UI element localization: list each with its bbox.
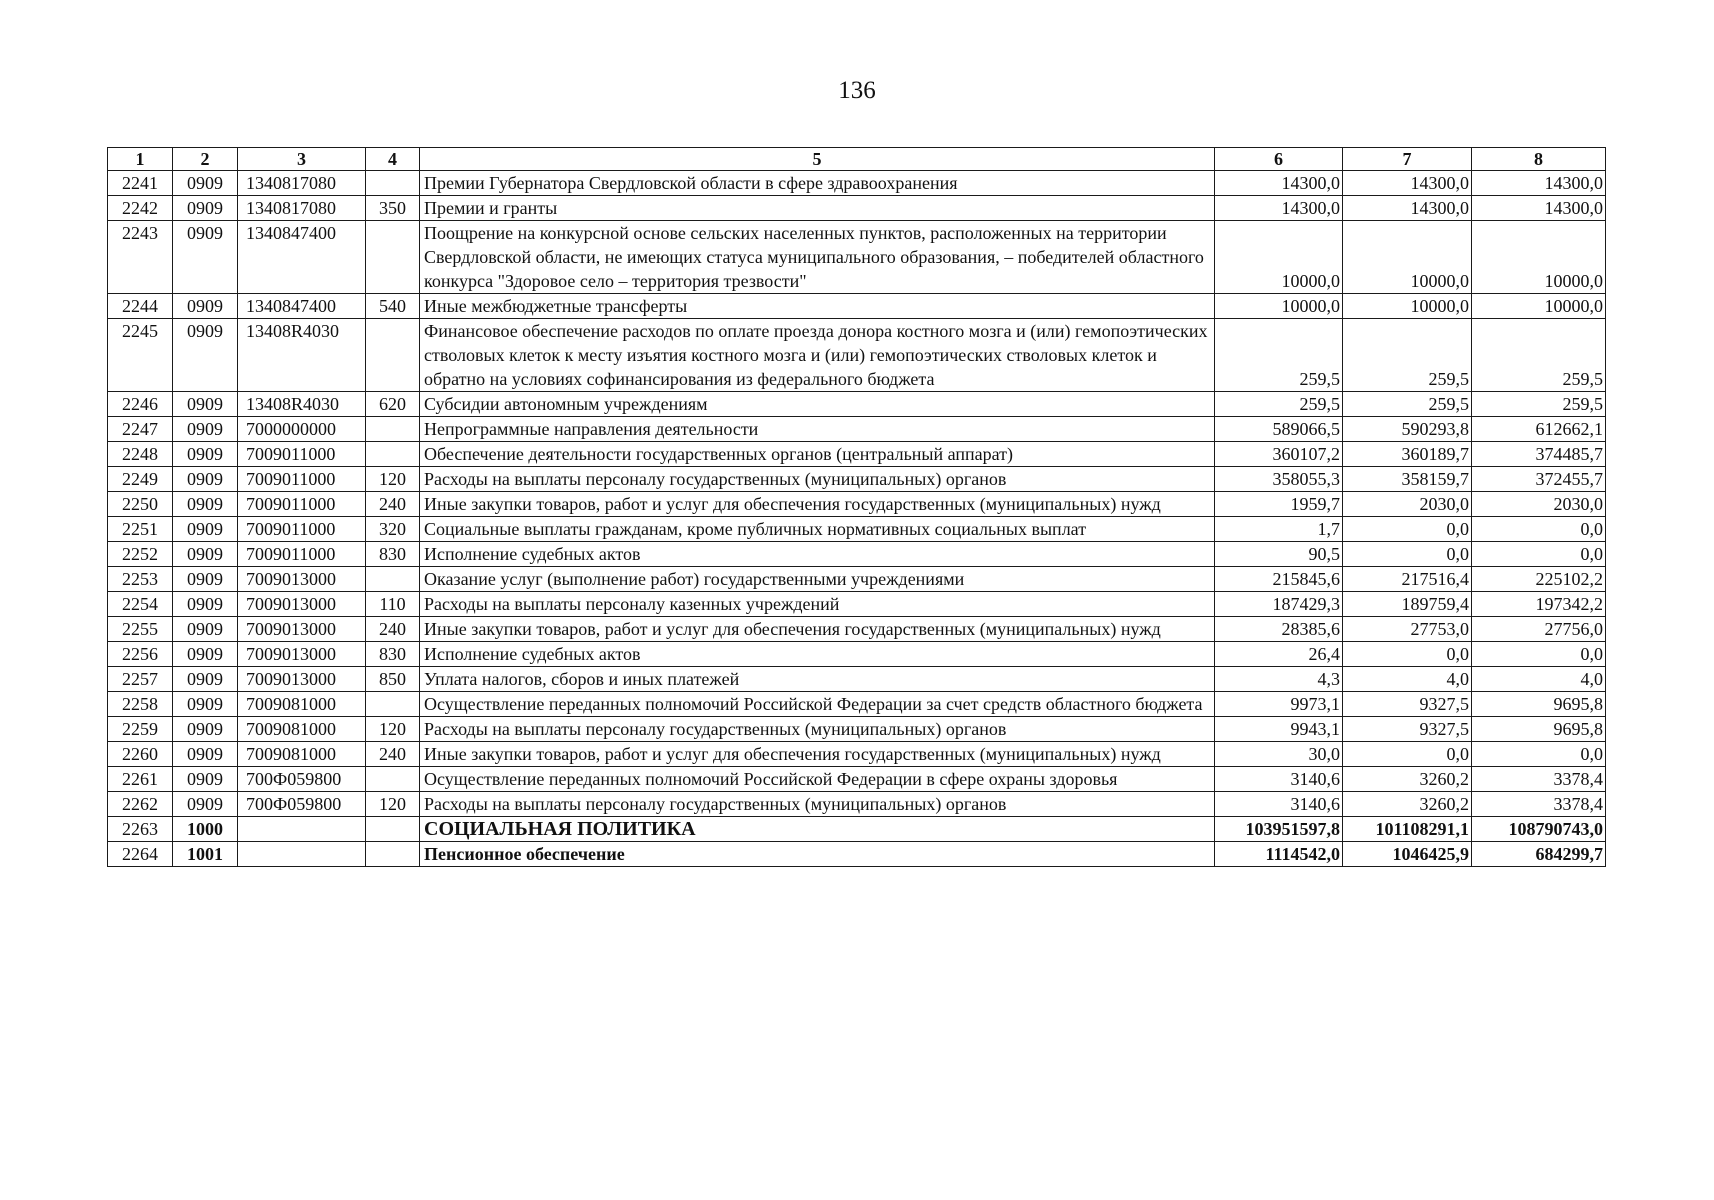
table-row xyxy=(108,592,1606,617)
table-row xyxy=(108,842,1606,867)
item-name: Иные закупки товаров, работ и услуг для обеспечения государственных (муниципальных) нужд xyxy=(420,742,1215,767)
amount-col-6: 10000,0 xyxy=(1215,221,1343,294)
amount-col-8: 259,5 xyxy=(1472,319,1606,392)
row-number: 2256 xyxy=(108,642,173,667)
expense-type-code: 240 xyxy=(366,492,420,517)
table-row xyxy=(108,817,1606,842)
amount-col-8: 9695,8 xyxy=(1472,717,1606,742)
section-code: 0909 xyxy=(173,642,238,667)
expense-type-code: 120 xyxy=(366,467,420,492)
amount-col-7: 14300,0 xyxy=(1343,171,1472,196)
expense-type-code: 350 xyxy=(366,196,420,221)
item-name: Социальные выплаты гражданам, кроме публичных нормативных социальных выплат xyxy=(420,517,1215,542)
section-code: 0909 xyxy=(173,617,238,642)
amount-col-8: 259,5 xyxy=(1472,392,1606,417)
row-number: 2243 xyxy=(108,221,173,294)
amount-col-8: 374485,7 xyxy=(1472,442,1606,467)
amount-col-8: 0,0 xyxy=(1472,517,1606,542)
row-number: 2248 xyxy=(108,442,173,467)
header-col-1: 1 xyxy=(108,148,173,171)
header-col-5: 5 xyxy=(420,148,1215,171)
item-name: Поощрение на конкурсной основе сельских населенных пунктов, расположенных на территории Свердловской области, не имеющих статуса муниципального образования, – победителей областного конкурса "Здоровое село – территория трезвости" xyxy=(420,221,1215,294)
table-row xyxy=(108,542,1606,567)
amount-col-6: 1,7 xyxy=(1215,517,1343,542)
target-article-code: 13408R4030 xyxy=(238,392,366,417)
row-number: 2255 xyxy=(108,617,173,642)
section-code: 0909 xyxy=(173,742,238,767)
header-col-7: 7 xyxy=(1343,148,1472,171)
expense-type-code xyxy=(366,319,420,392)
item-name: Исполнение судебных актов xyxy=(420,642,1215,667)
expense-type-code: 120 xyxy=(366,717,420,742)
expense-type-code: 240 xyxy=(366,617,420,642)
table-row xyxy=(108,692,1606,717)
amount-col-6: 9943,1 xyxy=(1215,717,1343,742)
amount-col-6: 14300,0 xyxy=(1215,171,1343,196)
row-number: 2258 xyxy=(108,692,173,717)
amount-col-6: 90,5 xyxy=(1215,542,1343,567)
amount-col-6: 187429,3 xyxy=(1215,592,1343,617)
row-number: 2242 xyxy=(108,196,173,221)
amount-col-8: 225102,2 xyxy=(1472,567,1606,592)
expense-type-code: 850 xyxy=(366,667,420,692)
amount-col-6: 215845,6 xyxy=(1215,567,1343,592)
amount-col-7: 3260,2 xyxy=(1343,792,1472,817)
row-number: 2245 xyxy=(108,319,173,392)
section-code: 0909 xyxy=(173,517,238,542)
amount-col-8: 0,0 xyxy=(1472,642,1606,667)
expense-type-code: 320 xyxy=(366,517,420,542)
item-name: Обеспечение деятельности государственных органов (центральный аппарат) xyxy=(420,442,1215,467)
amount-col-8: 9695,8 xyxy=(1472,692,1606,717)
item-name: Расходы на выплаты персоналу государственных (муниципальных) органов xyxy=(420,792,1215,817)
target-article-code: 13408R4030 xyxy=(238,319,366,392)
target-article-code: 7009013000 xyxy=(238,667,366,692)
section-code: 0909 xyxy=(173,667,238,692)
row-number: 2250 xyxy=(108,492,173,517)
amount-col-7: 4,0 xyxy=(1343,667,1472,692)
amount-col-8: 14300,0 xyxy=(1472,171,1606,196)
amount-col-7: 0,0 xyxy=(1343,642,1472,667)
header-col-3: 3 xyxy=(238,148,366,171)
table-row xyxy=(108,392,1606,417)
section-code: 0909 xyxy=(173,792,238,817)
amount-col-7: 10000,0 xyxy=(1343,294,1472,319)
row-number: 2263 xyxy=(108,817,173,842)
section-code: 0909 xyxy=(173,392,238,417)
amount-col-6: 259,5 xyxy=(1215,392,1343,417)
amount-col-6: 10000,0 xyxy=(1215,294,1343,319)
budget-table xyxy=(107,147,1606,867)
row-number: 2247 xyxy=(108,417,173,442)
item-name: Оказание услуг (выполнение работ) государственными учреждениями xyxy=(420,567,1215,592)
item-name: Иные межбюджетные трансферты xyxy=(420,294,1215,319)
item-name: Расходы на выплаты персоналу казенных учреждений xyxy=(420,592,1215,617)
amount-col-7: 0,0 xyxy=(1343,542,1472,567)
amount-col-6: 30,0 xyxy=(1215,742,1343,767)
amount-col-7: 101108291,1 xyxy=(1343,817,1472,842)
amount-col-6: 358055,3 xyxy=(1215,467,1343,492)
table-row xyxy=(108,319,1606,392)
row-number: 2260 xyxy=(108,742,173,767)
target-article-code: 700Ф059800 xyxy=(238,792,366,817)
amount-col-7: 259,5 xyxy=(1343,392,1472,417)
table-row xyxy=(108,517,1606,542)
amount-col-7: 2030,0 xyxy=(1343,492,1472,517)
table-row xyxy=(108,617,1606,642)
row-number: 2246 xyxy=(108,392,173,417)
section-code: 0909 xyxy=(173,717,238,742)
target-article-code: 7009081000 xyxy=(238,692,366,717)
section-code: 0909 xyxy=(173,567,238,592)
section-code: 0909 xyxy=(173,196,238,221)
item-name: Осуществление переданных полномочий Российской Федерации в сфере охраны здоровья xyxy=(420,767,1215,792)
section-code: 0909 xyxy=(173,767,238,792)
amount-col-7: 1046425,9 xyxy=(1343,842,1472,867)
row-number: 2252 xyxy=(108,542,173,567)
amount-col-7: 590293,8 xyxy=(1343,417,1472,442)
expense-type-code xyxy=(366,767,420,792)
expense-type-code: 830 xyxy=(366,542,420,567)
table-row xyxy=(108,196,1606,221)
amount-col-8: 612662,1 xyxy=(1472,417,1606,442)
amount-col-8: 108790743,0 xyxy=(1472,817,1606,842)
table-row xyxy=(108,221,1606,294)
expense-type-code xyxy=(366,842,420,867)
page-number: 136 xyxy=(838,77,876,104)
header-col-8: 8 xyxy=(1472,148,1606,171)
amount-col-7: 9327,5 xyxy=(1343,717,1472,742)
amount-col-8: 4,0 xyxy=(1472,667,1606,692)
target-article-code: 7009013000 xyxy=(238,642,366,667)
amount-col-6: 589066,5 xyxy=(1215,417,1343,442)
amount-col-8: 0,0 xyxy=(1472,542,1606,567)
expense-type-code xyxy=(366,417,420,442)
item-name: Субсидии автономным учреждениям xyxy=(420,392,1215,417)
target-article-code: 1340847400 xyxy=(238,294,366,319)
target-article-code: 1340817080 xyxy=(238,171,366,196)
section-code: 1001 xyxy=(173,842,238,867)
amount-col-8: 14300,0 xyxy=(1472,196,1606,221)
item-name: Пенсионное обеспечение xyxy=(420,842,1215,867)
item-name: Расходы на выплаты персоналу государственных (муниципальных) органов xyxy=(420,467,1215,492)
table-row xyxy=(108,442,1606,467)
expense-type-code: 110 xyxy=(366,592,420,617)
amount-col-7: 27753,0 xyxy=(1343,617,1472,642)
target-article-code: 1340817080 xyxy=(238,196,366,221)
expense-type-code xyxy=(366,817,420,842)
amount-col-6: 1114542,0 xyxy=(1215,842,1343,867)
amount-col-7: 0,0 xyxy=(1343,517,1472,542)
expense-type-code xyxy=(366,567,420,592)
table-row xyxy=(108,467,1606,492)
target-article-code: 7009013000 xyxy=(238,617,366,642)
amount-col-8: 3378,4 xyxy=(1472,767,1606,792)
target-article-code: 7009011000 xyxy=(238,492,366,517)
table-row xyxy=(108,567,1606,592)
row-number: 2259 xyxy=(108,717,173,742)
row-number: 2251 xyxy=(108,517,173,542)
amount-col-7: 9327,5 xyxy=(1343,692,1472,717)
amount-col-6: 360107,2 xyxy=(1215,442,1343,467)
amount-col-8: 10000,0 xyxy=(1472,294,1606,319)
section-code: 0909 xyxy=(173,221,238,294)
item-name: Иные закупки товаров, работ и услуг для обеспечения государственных (муниципальных) нужд xyxy=(420,617,1215,642)
amount-col-8: 0,0 xyxy=(1472,742,1606,767)
section-code: 0909 xyxy=(173,442,238,467)
row-number: 2241 xyxy=(108,171,173,196)
item-name: Премии и гранты xyxy=(420,196,1215,221)
section-code: 0909 xyxy=(173,467,238,492)
table-header xyxy=(108,148,1606,171)
table-row xyxy=(108,492,1606,517)
expense-type-code xyxy=(366,692,420,717)
item-name: Осуществление переданных полномочий Российской Федерации за счет средств областного бюджета xyxy=(420,692,1215,717)
target-article-code: 7009011000 xyxy=(238,542,366,567)
target-article-code xyxy=(238,817,366,842)
section-code: 0909 xyxy=(173,417,238,442)
amount-col-6: 3140,6 xyxy=(1215,792,1343,817)
table-body xyxy=(108,171,1606,867)
target-article-code xyxy=(238,842,366,867)
header-col-6: 6 xyxy=(1215,148,1343,171)
amount-col-6: 4,3 xyxy=(1215,667,1343,692)
row-number: 2253 xyxy=(108,567,173,592)
header-col-4: 4 xyxy=(366,148,420,171)
amount-col-8: 2030,0 xyxy=(1472,492,1606,517)
amount-col-8: 3378,4 xyxy=(1472,792,1606,817)
row-number: 2244 xyxy=(108,294,173,319)
amount-col-7: 360189,7 xyxy=(1343,442,1472,467)
amount-col-6: 28385,6 xyxy=(1215,617,1343,642)
target-article-code: 7009011000 xyxy=(238,517,366,542)
amount-col-6: 103951597,8 xyxy=(1215,817,1343,842)
amount-col-6: 3140,6 xyxy=(1215,767,1343,792)
amount-col-8: 197342,2 xyxy=(1472,592,1606,617)
target-article-code: 700Ф059800 xyxy=(238,767,366,792)
amount-col-6: 14300,0 xyxy=(1215,196,1343,221)
target-article-code: 7000000000 xyxy=(238,417,366,442)
item-name: Премии Губернатора Свердловской области в сфере здравоохранения xyxy=(420,171,1215,196)
expense-type-code xyxy=(366,442,420,467)
row-number: 2249 xyxy=(108,467,173,492)
section-code: 0909 xyxy=(173,294,238,319)
section-code: 0909 xyxy=(173,171,238,196)
amount-col-7: 189759,4 xyxy=(1343,592,1472,617)
item-name: Непрограммные направления деятельности xyxy=(420,417,1215,442)
target-article-code: 7009081000 xyxy=(238,742,366,767)
amount-col-8: 684299,7 xyxy=(1472,842,1606,867)
amount-col-7: 10000,0 xyxy=(1343,221,1472,294)
header-col-2: 2 xyxy=(173,148,238,171)
target-article-code: 7009081000 xyxy=(238,717,366,742)
row-number: 2261 xyxy=(108,767,173,792)
amount-col-7: 14300,0 xyxy=(1343,196,1472,221)
expense-type-code xyxy=(366,221,420,294)
section-code: 0909 xyxy=(173,692,238,717)
item-name: СОЦИАЛЬНАЯ ПОЛИТИКА xyxy=(420,817,1215,842)
item-name: Финансовое обеспечение расходов по оплате проезда донора костного мозга и (или) гемопоэтических стволовых клеток к месту изъятия костного мозга и (или) гемопоэтических стволовых клеток и обратно на условиях софинансирования из федерального бюджета xyxy=(420,319,1215,392)
amount-col-6: 9973,1 xyxy=(1215,692,1343,717)
row-number: 2254 xyxy=(108,592,173,617)
amount-col-8: 372455,7 xyxy=(1472,467,1606,492)
target-article-code: 7009013000 xyxy=(238,592,366,617)
table-row xyxy=(108,767,1606,792)
table-row xyxy=(108,642,1606,667)
table-row xyxy=(108,742,1606,767)
item-name: Иные закупки товаров, работ и услуг для обеспечения государственных (муниципальных) нужд xyxy=(420,492,1215,517)
amount-col-6: 26,4 xyxy=(1215,642,1343,667)
section-code: 0909 xyxy=(173,542,238,567)
item-name: Исполнение судебных актов xyxy=(420,542,1215,567)
row-number: 2264 xyxy=(108,842,173,867)
item-name: Уплата налогов, сборов и иных платежей xyxy=(420,667,1215,692)
amount-col-6: 259,5 xyxy=(1215,319,1343,392)
amount-col-7: 217516,4 xyxy=(1343,567,1472,592)
section-code: 0909 xyxy=(173,592,238,617)
amount-col-7: 0,0 xyxy=(1343,742,1472,767)
expense-type-code: 540 xyxy=(366,294,420,319)
target-article-code: 1340847400 xyxy=(238,221,366,294)
row-number: 2262 xyxy=(108,792,173,817)
expense-type-code: 620 xyxy=(366,392,420,417)
amount-col-7: 358159,7 xyxy=(1343,467,1472,492)
item-name: Расходы на выплаты персоналу государственных (муниципальных) органов xyxy=(420,717,1215,742)
section-code: 0909 xyxy=(173,319,238,392)
header-row xyxy=(108,148,1606,171)
target-article-code: 7009011000 xyxy=(238,467,366,492)
expense-type-code: 830 xyxy=(366,642,420,667)
table-row xyxy=(108,171,1606,196)
section-code: 1000 xyxy=(173,817,238,842)
table-row xyxy=(108,667,1606,692)
table-row xyxy=(108,792,1606,817)
target-article-code: 7009011000 xyxy=(238,442,366,467)
expense-type-code: 120 xyxy=(366,792,420,817)
section-code: 0909 xyxy=(173,492,238,517)
table-row xyxy=(108,294,1606,319)
expense-type-code: 240 xyxy=(366,742,420,767)
amount-col-8: 10000,0 xyxy=(1472,221,1606,294)
expense-type-code xyxy=(366,171,420,196)
amount-col-7: 3260,2 xyxy=(1343,767,1472,792)
amount-col-8: 27756,0 xyxy=(1472,617,1606,642)
amount-col-7: 259,5 xyxy=(1343,319,1472,392)
amount-col-6: 1959,7 xyxy=(1215,492,1343,517)
row-number: 2257 xyxy=(108,667,173,692)
target-article-code: 7009013000 xyxy=(238,567,366,592)
table-row xyxy=(108,417,1606,442)
table-row xyxy=(108,717,1606,742)
